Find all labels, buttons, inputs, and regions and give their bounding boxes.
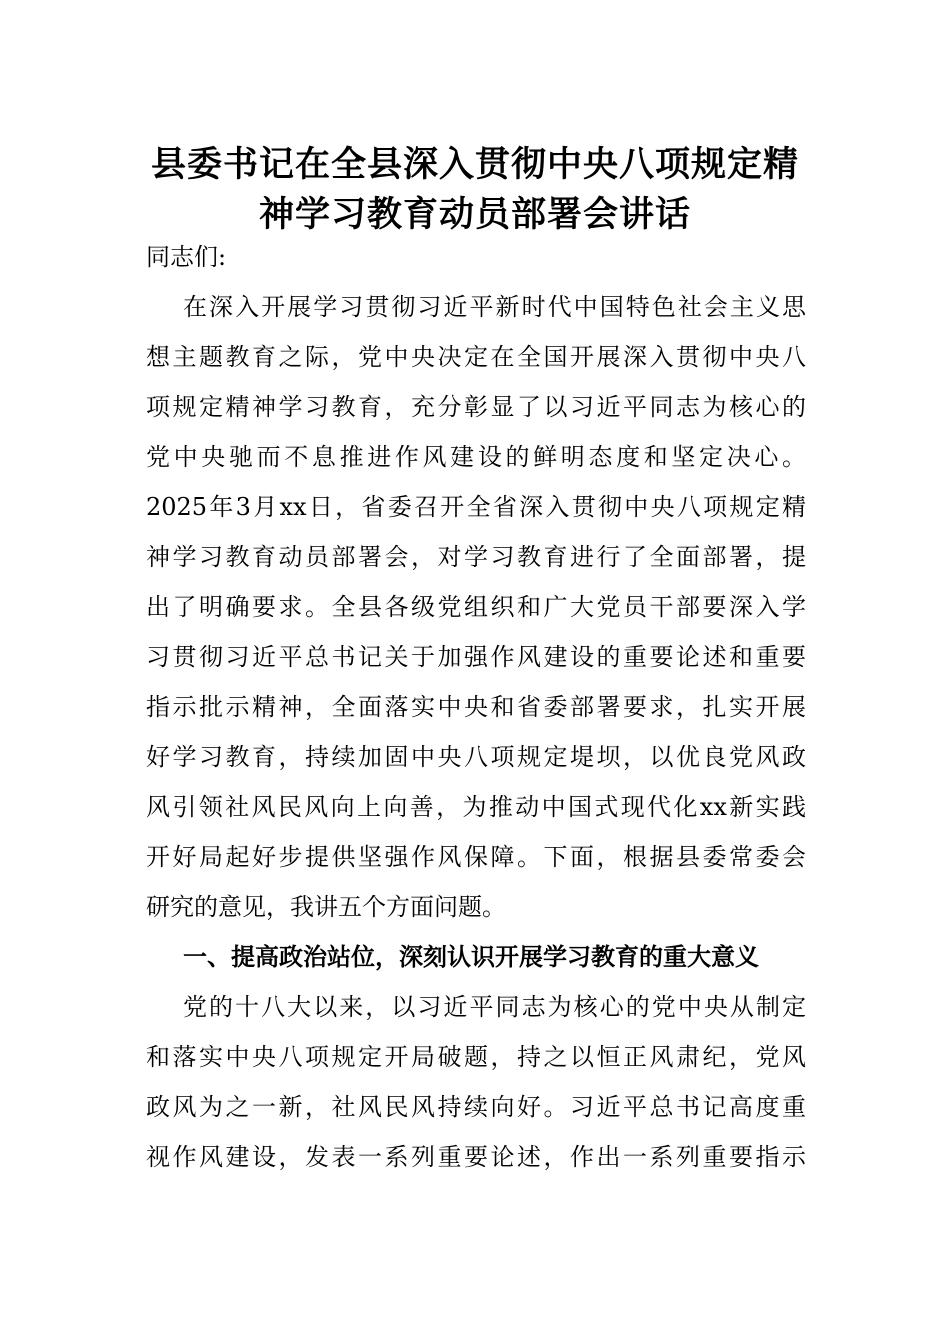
paragraph-line: 好学习教育，持续加固中央八项规定堤坝，以优良党风政: [146, 743, 806, 771]
paragraph-line: 2025年3月xx日，省委召开全省深入贯彻中央八项规定精: [146, 493, 806, 521]
paragraph-line: 开好局起好步提供坚强作风保障。下面，根据县委常委会: [146, 843, 806, 871]
paragraph-line: 神学习教育动员部署会，对学习教育进行了全面部署，提: [146, 543, 806, 571]
paragraph-line: 政风为之一新，社风民风持续向好。习近平总书记高度重: [146, 1093, 806, 1121]
section-heading: 一、提高政治站位，深刻认识开展学习教育的重大意义: [183, 942, 759, 971]
greeting: 同志们:: [146, 243, 227, 271]
document-body: [146, 232, 806, 1182]
title-line-1: 县委书记在全县深入贯彻中央八项规定精: [150, 144, 799, 185]
paragraph-line: 习贯彻习近平总书记关于加强作风建设的重要论述和重要: [146, 643, 806, 671]
paragraph-line: 党的十八大以来，以习近平同志为核心的党中央从制定: [183, 993, 806, 1021]
paragraph-line: 在深入开展学习贯彻习近平新时代中国特色社会主义思: [183, 293, 806, 321]
paragraph-2: [146, 982, 806, 1182]
title-line-2: 神学习教育动员部署会讲话: [258, 194, 691, 235]
paragraph-line: 研究的意见，我讲五个方面问题。: [146, 893, 506, 921]
paragraph-line: 视作风建设，发表一系列重要论述，作出一系列重要指示: [146, 1143, 806, 1171]
paragraph-line: 和落实中央八项规定开局破题，持之以恒正风肃纪，党风: [146, 1043, 806, 1071]
paragraph-line: 党中央驰而不息推进作风建设的鲜明态度和坚定决心。: [146, 443, 806, 471]
paragraph-line: 项规定精神学习教育，充分彰显了以习近平同志为核心的: [146, 393, 806, 421]
paragraph-line: 风引领社风民风向上向善，为推动中国式现代化xx新实践: [146, 793, 806, 821]
document-title: [100, 140, 850, 240]
paragraph-line: 想主题教育之际，党中央决定在全国开展深入贯彻中央八: [146, 343, 806, 371]
paragraph-1: [146, 282, 806, 932]
paragraph-line: 指示批示精神，全面落实中央和省委部署要求，扎实开展: [146, 693, 806, 721]
paragraph-line: 出了明确要求。全县各级党组织和广大党员干部要深入学: [146, 593, 806, 621]
